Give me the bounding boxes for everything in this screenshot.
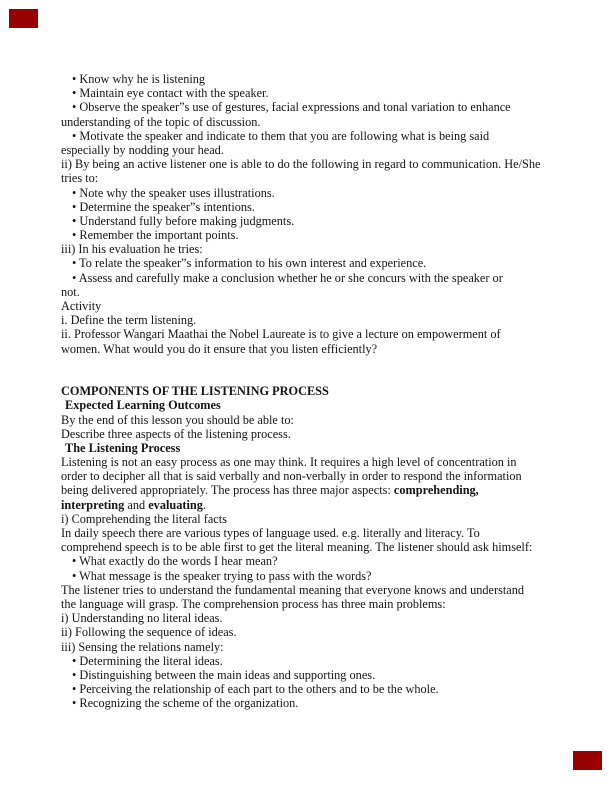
text-segment: especially by nodding your head. — [61, 142, 224, 157]
text-segment: women. What would you do it ensure that you listen efficiently? — [61, 341, 378, 356]
text-line — [72, 200, 561, 214]
text-line — [61, 143, 561, 157]
text-segment: • To relate the speaker”s information to his own interest and experience. — [72, 256, 427, 271]
text-segment: • Note why the speaker uses illustrations. — [72, 185, 275, 200]
text-line — [72, 228, 561, 242]
text-line — [72, 72, 561, 86]
text-segment: and — [124, 497, 149, 512]
text-segment: not. — [61, 284, 80, 299]
text-line — [72, 654, 561, 668]
text-segment: • Determine the speaker”s intentions. — [72, 199, 255, 214]
text-segment: • Determining the literal ideas. — [72, 653, 223, 668]
text-segment: The Listening Process — [65, 440, 181, 455]
text-segment: i. Define the term listening. — [61, 313, 197, 328]
text-line — [61, 285, 561, 299]
text-line — [72, 129, 561, 143]
text-line — [72, 86, 561, 100]
text-segment: evaluating — [148, 497, 203, 512]
text-segment: Activity — [61, 299, 102, 313]
text-segment: . — [202, 497, 206, 512]
text-segment: • Assess and carefully make a conclusion whether he or she concurs with the speaker or — [72, 270, 503, 285]
text-line — [72, 554, 561, 568]
text-line — [61, 157, 561, 171]
text-segment: • Perceiving the relationship of each part to the others and to be the whole. — [72, 682, 439, 697]
text-segment: comprehend speech is to be able first to get the literal meaning. The listener should ask himself: — [61, 540, 533, 555]
text-segment: comprehending, — [393, 483, 479, 498]
text-segment: ii. Professor Wangari Maathai the Nobel Laureate is to give a lecture on empowerment of — [61, 327, 501, 342]
text-line — [61, 640, 561, 654]
text-line — [61, 427, 561, 441]
text-line — [61, 540, 561, 554]
text-segment: Expected Learning Outcomes — [65, 398, 221, 413]
text-segment: interpreting — [61, 497, 125, 512]
text-segment: By the end of this lesson you should be able to: — [61, 412, 294, 427]
text-segment: • Maintain eye contact with the speaker. — [72, 86, 269, 101]
text-line — [65, 441, 561, 455]
text-segment: • Recognizing the scheme of the organization. — [72, 696, 299, 711]
text-segment: • Know why he is listening — [72, 72, 206, 86]
text-line — [72, 696, 561, 710]
text-line — [61, 583, 561, 597]
text-segment: ii) By being an active listener one is able to do the following in regard to communication. He/She — [61, 157, 541, 172]
text-segment: COMPONENTS OF THE LISTENING PROCESS — [61, 384, 329, 399]
text-line — [61, 483, 561, 497]
text-line — [72, 214, 561, 228]
corner-marker-bottom-right — [573, 751, 602, 770]
text-segment: i) Comprehending the literal facts — [61, 511, 227, 526]
text-line — [61, 299, 561, 313]
text-segment: • What message is the speaker trying to pass with the words? — [72, 568, 372, 583]
text-segment: being delivered appropriately. The process has three major aspects: — [61, 483, 394, 498]
text-segment: • Observe the speaker”s use of gestures, facial expressions and tonal variation to enhance — [72, 100, 511, 115]
text-segment: i) Understanding no literal ideas. — [61, 611, 223, 626]
text-line — [61, 625, 561, 639]
text-line — [61, 327, 561, 341]
text-line — [72, 256, 561, 270]
text-segment: the language will grasp. The comprehension process has three main problems: — [61, 596, 446, 611]
text-line — [65, 398, 561, 412]
text-line — [72, 682, 561, 696]
text-segment: • Remember the important points. — [72, 228, 239, 243]
text-line — [61, 597, 561, 611]
blank-line — [61, 370, 561, 384]
text-line — [61, 115, 561, 129]
text-segment: • Distinguishing between the main ideas and supporting ones. — [72, 667, 376, 682]
text-line — [61, 611, 561, 625]
text-line — [61, 469, 561, 483]
text-line — [72, 569, 561, 583]
text-line — [61, 342, 561, 356]
document-text — [61, 72, 561, 710]
text-line — [61, 171, 561, 185]
text-segment: • Motivate the speaker and indicate to them that you are following what is being said — [72, 128, 490, 143]
text-segment: In daily speech there are various types of language used. e.g. literally and literacy. To — [61, 526, 480, 540]
text-segment: understanding of the topic of discussion. — [61, 114, 261, 129]
text-segment: • Understand fully before making judgments. — [72, 213, 295, 228]
text-line — [61, 512, 561, 526]
text-line — [61, 384, 561, 398]
text-line — [72, 100, 561, 114]
text-segment: Listening is not an easy process as one may think. It requires a high level of concentration in — [61, 455, 517, 470]
text-line — [61, 313, 561, 327]
text-line — [61, 413, 561, 427]
text-line — [72, 271, 561, 285]
text-segment: order to decipher all that is said verbally and non-verbally in order to respond the information — [61, 469, 522, 484]
text-segment: iii) In his evaluation he tries: — [61, 242, 203, 257]
corner-marker-top-left — [9, 9, 38, 28]
text-line — [61, 498, 561, 512]
text-line — [61, 242, 561, 256]
text-segment: tries to: — [61, 171, 99, 186]
text-segment: The listener tries to understand the fundamental meaning that everyone knows and understand — [61, 582, 525, 597]
text-segment: • What exactly do the words I hear mean? — [72, 554, 278, 569]
text-line — [72, 668, 561, 682]
text-segment: Describe three aspects of the listening process. — [61, 426, 291, 441]
blank-line — [61, 356, 561, 370]
text-line — [61, 526, 561, 540]
text-line — [61, 455, 561, 469]
text-line — [72, 186, 561, 200]
text-segment: iii) Sensing the relations namely: — [61, 639, 224, 654]
text-segment: ii) Following the sequence of ideas. — [61, 625, 237, 640]
